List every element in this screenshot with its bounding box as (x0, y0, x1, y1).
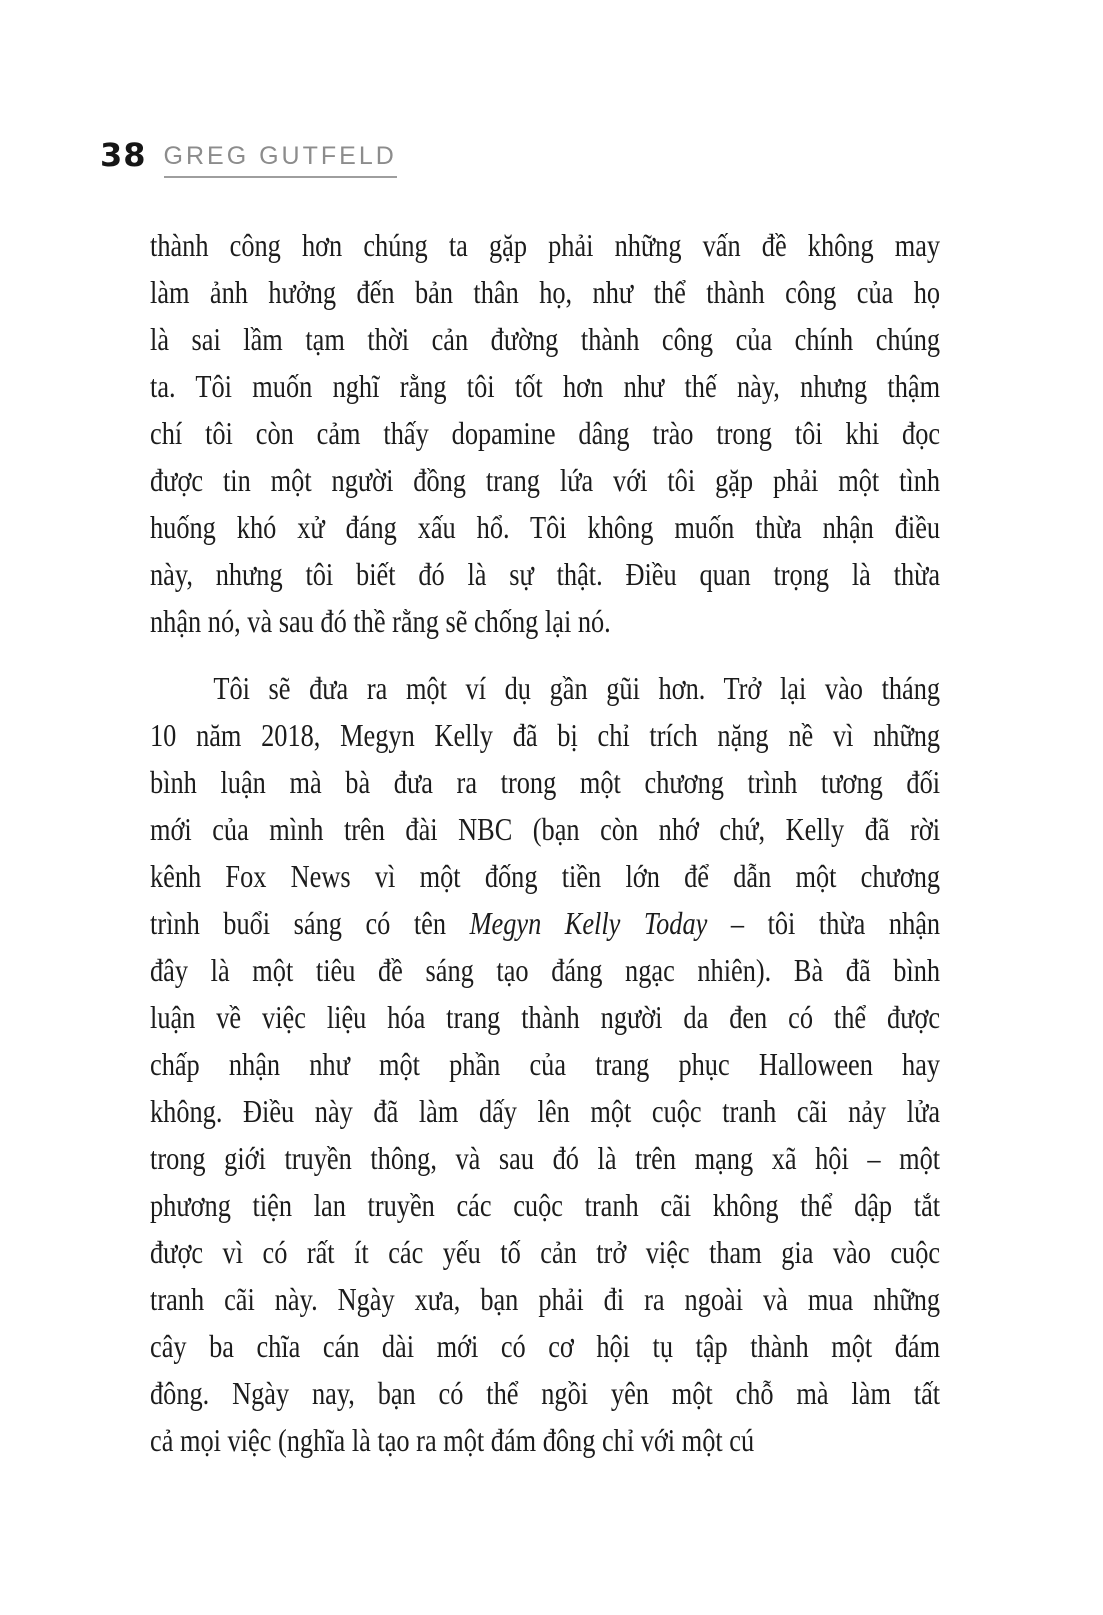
text-line: 10 năm 2018, Megyn Kelly đã bị chỉ trích nặng nề vì những (150, 717, 941, 753)
text-line: chấp nhận như một phần của trang phục Halloween hay (150, 1046, 941, 1082)
page-number: 38 (100, 136, 147, 174)
text-line: là sai lầm tạm thời cản đường thành công của chính chúng (150, 321, 941, 357)
paragraph (150, 665, 940, 1464)
text-line: ta. Tôi muốn nghĩ rằng tôi tốt hơn như thế này, nhưng thậm (150, 368, 941, 404)
text-line: cây ba chĩa cán dài mới có cơ hội tụ tập thành một đám (150, 1328, 941, 1364)
text-line: được tin một người đồng trang lứa với tôi gặp phải một tình (150, 462, 941, 498)
text-line: luận về việc liệu hóa trang thành người da đen có thể được (150, 999, 941, 1035)
text-line: nhận nó, và sau đó thề rằng sẽ chống lại nó. (150, 603, 611, 639)
text-line: không. Điều này đã làm dấy lên một cuộc tranh cãi nảy lửa (150, 1093, 941, 1129)
text-line: cả mọi việc (nghĩa là tạo ra một đám đông chỉ với một cú (150, 1422, 755, 1458)
text-line: phương tiện lan truyền các cuộc tranh cãi không thể dập tắt (150, 1187, 941, 1223)
text-line: kênh Fox News vì một đống tiền lớn để dẫn một chương (150, 858, 941, 894)
paragraph (150, 222, 940, 645)
text-line: Tôi sẽ đưa ra một ví dụ gần gũi hơn. Trở lại vào tháng (213, 670, 941, 706)
text-line: mới của mình trên đài NBC (bạn còn nhớ chứ, Kelly đã rời (150, 811, 941, 847)
text-line: huống khó xử đáng xấu hổ. Tôi không muốn thừa nhận điều (150, 509, 941, 545)
text-segment: – tôi thừa nhận (707, 905, 941, 941)
running-header: GREG GUTFELD (164, 144, 397, 178)
text-line: bình luận mà bà đưa ra trong một chương trình tương đối (150, 764, 941, 800)
italic-show-title: Megyn Kelly Today (469, 905, 708, 941)
text-line: chí tôi còn cảm thấy dopamine dâng trào trong tôi khi đọc (150, 415, 941, 451)
text-line: này, nhưng tôi biết đó là sự thật. Điều quan trọng là thừa (150, 556, 941, 592)
text-line: làm ảnh hưởng đến bản thân họ, như thể thành công của họ (150, 274, 941, 310)
text-line: tranh cãi này. Ngày xưa, bạn phải đi ra ngoài và mua những (150, 1281, 941, 1317)
body-text (150, 222, 940, 1464)
text-line (150, 900, 940, 947)
text-line: đông. Ngày nay, bạn có thể ngồi yên một chỗ mà làm tất (150, 1375, 941, 1411)
text-line: đây là một tiêu đề sáng tạo đáng ngạc nhiên). Bà đã bình (150, 952, 941, 988)
page-header (100, 138, 397, 178)
text-line: trong giới truyền thông, và sau đó là trên mạng xã hội – một (150, 1140, 941, 1176)
text-line: được vì có rất ít các yếu tố cản trở việc tham gia vào cuộc (150, 1234, 941, 1270)
text-line: thành công hơn chúng ta gặp phải những vấn đề không may (150, 227, 941, 263)
text-segment: trình buổi sáng có tên (150, 905, 470, 941)
